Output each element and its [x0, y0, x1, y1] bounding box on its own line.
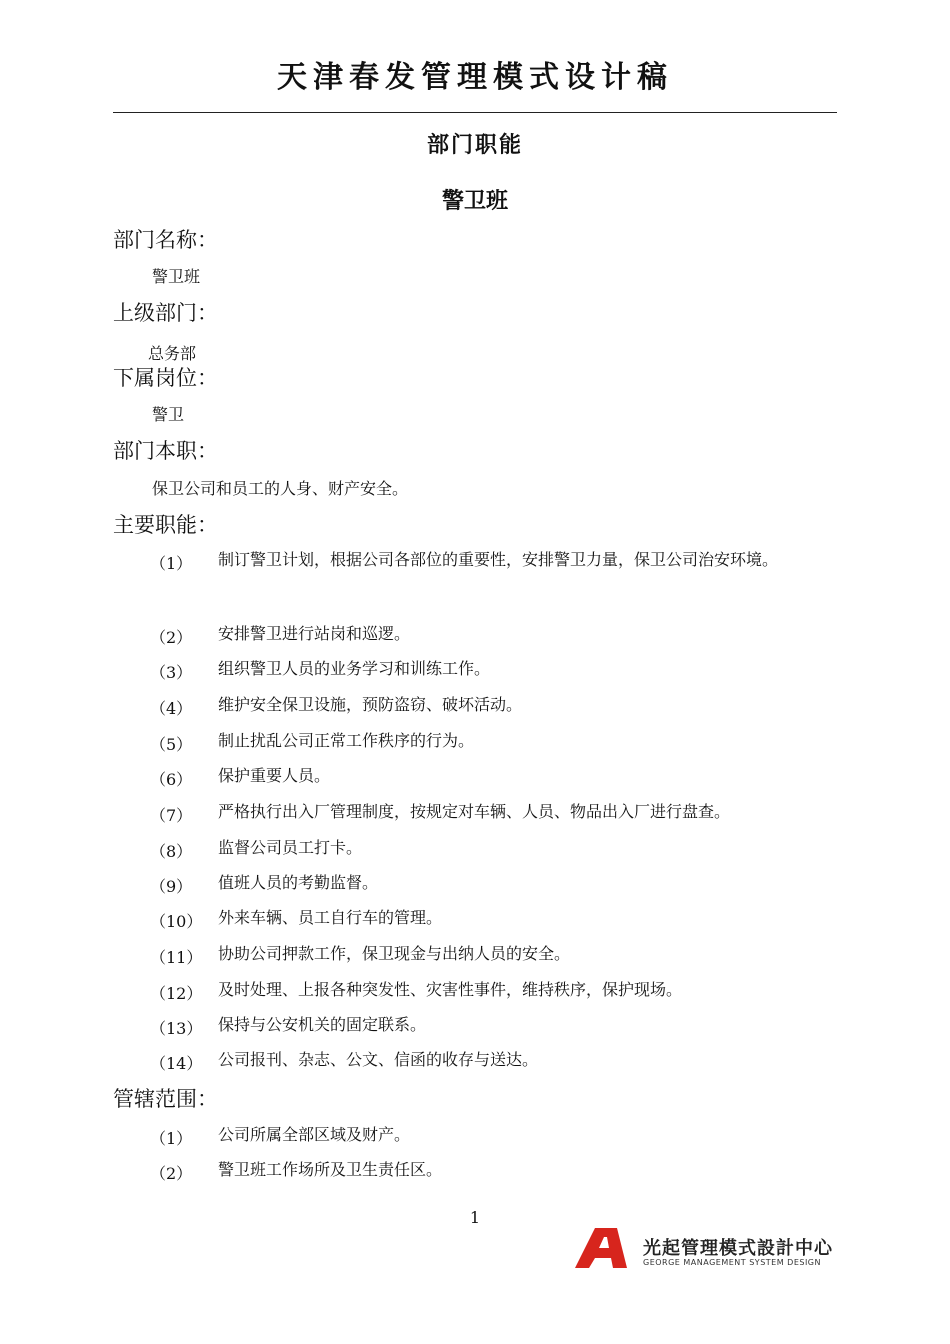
item-text: 监督公司员工打卡。	[218, 838, 363, 857]
item-number: （1）	[150, 1129, 193, 1148]
item-number: （11）	[150, 948, 203, 967]
parent-dept-label: 上级部门：	[113, 301, 218, 325]
function-item	[150, 1016, 850, 1043]
dept-name-label: 部门名称：	[113, 228, 218, 252]
function-item	[150, 1051, 850, 1078]
dept-duty-value: 保卫公司和员工的人身、财产安全。	[152, 479, 409, 498]
logo-chinese-name: 光起管理模式設計中心	[643, 1238, 833, 1259]
function-item	[150, 696, 850, 723]
positions-label: 下属岗位：	[113, 366, 218, 390]
dept-duty-label: 部门本职：	[113, 439, 218, 463]
item-text: 维护安全保卫设施，预防盗窃、破坏活动。	[218, 695, 523, 714]
title-divider	[113, 112, 837, 113]
item-number: （2）	[150, 1164, 193, 1183]
item-text: 制订警卫计划，根据公司各部位的重要性，安排警卫力量，保卫公司治安环境。	[218, 550, 779, 569]
function-item	[150, 981, 850, 1008]
main-functions-label: 主要职能：	[113, 513, 218, 537]
function-item	[150, 767, 850, 794]
item-text: 制止扰乱公司正常工作秩序的行为。	[218, 731, 475, 750]
item-text: 保护重要人员。	[218, 766, 331, 785]
item-number: （9）	[150, 877, 193, 896]
company-logo	[575, 1228, 840, 1270]
item-text: 公司报刊、杂志、公文、信函的收存与送达。	[218, 1050, 539, 1069]
positions-value: 警卫	[152, 405, 185, 424]
item-text: 警卫班工作场所及卫生责任区。	[218, 1160, 443, 1179]
item-number: （4）	[150, 699, 193, 718]
function-item	[150, 803, 850, 830]
item-number: （2）	[150, 628, 193, 647]
page-number: 1	[469, 1208, 481, 1227]
item-text: 协助公司押款工作，保卫现金与出纳人员的安全。	[218, 944, 571, 963]
item-number: （5）	[150, 735, 193, 754]
function-item	[150, 625, 850, 652]
scope-item	[150, 1126, 850, 1153]
item-text: 安排警卫进行站岗和巡逻。	[218, 624, 411, 643]
scope-item	[150, 1161, 850, 1188]
item-text: 外来车辆、员工自行车的管理。	[218, 908, 443, 927]
function-item	[150, 874, 850, 901]
document-title: 天津春发管理模式设计稿	[277, 60, 673, 95]
section-title: 部门职能	[426, 133, 523, 158]
item-text: 值班人员的考勤监督。	[218, 873, 379, 892]
logo-english-name: GEORGE MANAGEMENT SYSTEM DESIGN	[643, 1258, 821, 1267]
item-text: 及时处理、上报各种突发性、灾害性事件，维持秩序，保护现场。	[218, 980, 683, 999]
scope-label: 管辖范围：	[113, 1087, 218, 1111]
item-number: （13）	[150, 1019, 203, 1038]
function-item	[150, 909, 850, 936]
function-item	[150, 732, 850, 759]
function-item	[150, 660, 850, 687]
item-text: 公司所属全部区域及财产。	[218, 1125, 411, 1144]
item-number: （14）	[150, 1054, 203, 1073]
parent-dept-value: 总务部	[148, 344, 197, 363]
logo-a-icon	[575, 1228, 635, 1268]
department-title: 警卫班	[441, 189, 508, 214]
item-number: （8）	[150, 842, 193, 861]
item-text: 严格执行出入厂管理制度，按规定对车辆、人员、物品出入厂进行盘查。	[218, 802, 731, 821]
item-number: （1）	[150, 554, 193, 573]
function-item	[150, 551, 850, 578]
item-number: （6）	[150, 770, 193, 789]
item-number: （12）	[150, 984, 203, 1003]
item-number: （3）	[150, 663, 193, 682]
dept-name-value: 警卫班	[152, 267, 201, 286]
item-number: （10）	[150, 912, 203, 931]
function-item	[150, 839, 850, 866]
item-text: 保持与公安机关的固定联系。	[218, 1015, 427, 1034]
function-item	[150, 945, 850, 972]
item-text: 组织警卫人员的业务学习和训练工作。	[218, 659, 491, 678]
item-number: （7）	[150, 806, 193, 825]
